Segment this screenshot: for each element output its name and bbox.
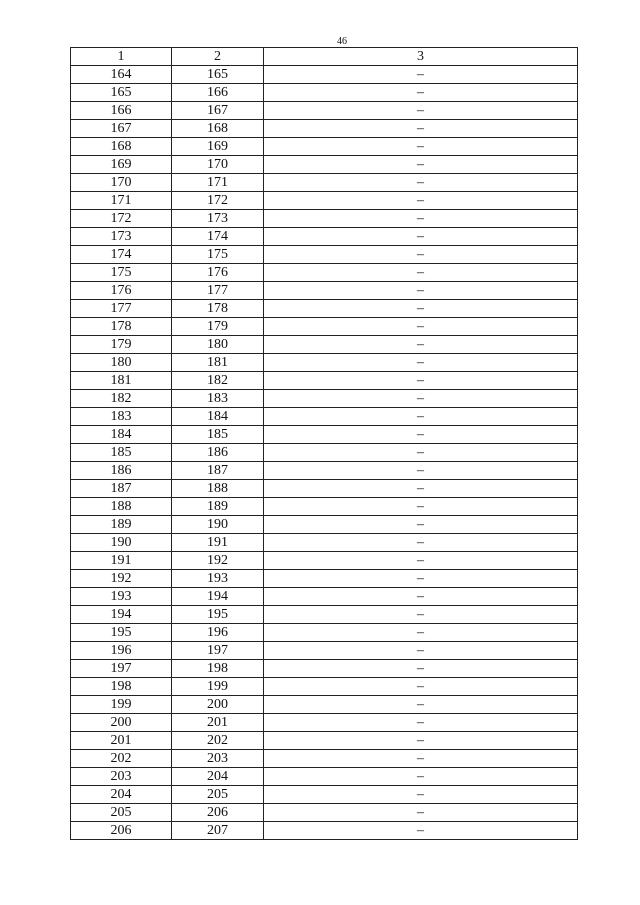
table-cell-col-2: 191 <box>172 534 264 552</box>
table-cell-col-3: – <box>264 336 578 354</box>
table-cell-col-1: 169 <box>71 156 172 174</box>
table-cell-col-3: – <box>264 624 578 642</box>
table-row <box>71 426 578 444</box>
table-row <box>71 660 578 678</box>
table-cell-col-3: – <box>264 120 578 138</box>
data-table <box>70 47 578 840</box>
table-cell-col-2: 172 <box>172 192 264 210</box>
table-cell-col-1: 179 <box>71 336 172 354</box>
table-cell-col-3: – <box>264 102 578 120</box>
table-row <box>71 516 578 534</box>
table-cell-col-3: – <box>264 678 578 696</box>
table-cell-col-1: 191 <box>71 552 172 570</box>
table-cell-col-2: 186 <box>172 444 264 462</box>
table-row <box>71 300 578 318</box>
table-cell-col-3: – <box>264 786 578 804</box>
table-row <box>71 84 578 102</box>
table-cell-col-1: 204 <box>71 786 172 804</box>
table-row <box>71 588 578 606</box>
table-row <box>71 822 578 840</box>
table-cell-col-1: 197 <box>71 660 172 678</box>
table-row <box>71 336 578 354</box>
table-row <box>71 786 578 804</box>
table-cell-col-1: 192 <box>71 570 172 588</box>
table-cell-col-2: 171 <box>172 174 264 192</box>
table-row <box>71 714 578 732</box>
table-cell-col-2: 199 <box>172 678 264 696</box>
table-cell-col-2: 185 <box>172 426 264 444</box>
table-cell-col-3: – <box>264 804 578 822</box>
table-row <box>71 408 578 426</box>
column-header-3: 3 <box>264 48 578 66</box>
table-cell-col-1: 178 <box>71 318 172 336</box>
table-cell-col-1: 185 <box>71 444 172 462</box>
table-cell-col-1: 188 <box>71 498 172 516</box>
table-cell-col-3: – <box>264 516 578 534</box>
table-cell-col-3: – <box>264 390 578 408</box>
table-cell-col-2: 193 <box>172 570 264 588</box>
table-row <box>71 66 578 84</box>
table-row <box>71 192 578 210</box>
table-cell-col-2: 182 <box>172 372 264 390</box>
table-cell-col-2: 190 <box>172 516 264 534</box>
table-cell-col-3: – <box>264 264 578 282</box>
table-cell-col-3: – <box>264 822 578 840</box>
table-row <box>71 138 578 156</box>
table-cell-col-3: – <box>264 408 578 426</box>
column-header-2: 2 <box>172 48 264 66</box>
table-cell-col-1: 206 <box>71 822 172 840</box>
table-cell-col-3: – <box>264 192 578 210</box>
table-cell-col-1: 164 <box>71 66 172 84</box>
table-cell-col-3: – <box>264 210 578 228</box>
table-cell-col-1: 170 <box>71 174 172 192</box>
table-cell-col-3: – <box>264 66 578 84</box>
table-cell-col-2: 198 <box>172 660 264 678</box>
table-row <box>71 372 578 390</box>
table-row <box>71 606 578 624</box>
table-cell-col-1: 189 <box>71 516 172 534</box>
table-cell-col-2: 174 <box>172 228 264 246</box>
column-header-1: 1 <box>71 48 172 66</box>
table-row <box>71 228 578 246</box>
table-cell-col-1: 173 <box>71 228 172 246</box>
table-cell-col-2: 183 <box>172 390 264 408</box>
table-cell-col-3: – <box>264 696 578 714</box>
table-cell-col-2: 200 <box>172 696 264 714</box>
table-cell-col-1: 202 <box>71 750 172 768</box>
table-cell-col-3: – <box>264 588 578 606</box>
table-row <box>71 534 578 552</box>
table-cell-col-3: – <box>264 462 578 480</box>
table-cell-col-3: – <box>264 318 578 336</box>
table-cell-col-3: – <box>264 228 578 246</box>
table-cell-col-1: 203 <box>71 768 172 786</box>
table-cell-col-3: – <box>264 480 578 498</box>
page-number: 46 <box>337 36 347 47</box>
table-cell-col-1: 183 <box>71 408 172 426</box>
table-cell-col-2: 170 <box>172 156 264 174</box>
table-row <box>71 210 578 228</box>
table-cell-col-2: 203 <box>172 750 264 768</box>
table-cell-col-1: 168 <box>71 138 172 156</box>
table-cell-col-2: 169 <box>172 138 264 156</box>
table-cell-col-2: 166 <box>172 84 264 102</box>
table-cell-col-1: 198 <box>71 678 172 696</box>
table-cell-col-2: 184 <box>172 408 264 426</box>
table-row <box>71 570 578 588</box>
table-cell-col-1: 205 <box>71 804 172 822</box>
table-cell-col-3: – <box>264 750 578 768</box>
table-row <box>71 282 578 300</box>
table-cell-col-1: 193 <box>71 588 172 606</box>
table-cell-col-2: 187 <box>172 462 264 480</box>
table-cell-col-3: – <box>264 570 578 588</box>
table-row <box>71 102 578 120</box>
table-row <box>71 390 578 408</box>
table-row <box>71 750 578 768</box>
table-cell-col-1: 176 <box>71 282 172 300</box>
table-cell-col-1: 199 <box>71 696 172 714</box>
table-cell-col-1: 196 <box>71 642 172 660</box>
table-row <box>71 678 578 696</box>
table-cell-col-2: 205 <box>172 786 264 804</box>
table-cell-col-1: 184 <box>71 426 172 444</box>
table-cell-col-2: 177 <box>172 282 264 300</box>
table-cell-col-1: 200 <box>71 714 172 732</box>
table-row <box>71 480 578 498</box>
table-cell-col-3: – <box>264 246 578 264</box>
table-cell-col-1: 187 <box>71 480 172 498</box>
table-row <box>71 120 578 138</box>
table-cell-col-3: – <box>264 660 578 678</box>
table-cell-col-3: – <box>264 444 578 462</box>
table-cell-col-3: – <box>264 768 578 786</box>
table-cell-col-2: 201 <box>172 714 264 732</box>
table-cell-col-1: 180 <box>71 354 172 372</box>
table-cell-col-2: 196 <box>172 624 264 642</box>
table-cell-col-1: 171 <box>71 192 172 210</box>
table-cell-col-3: – <box>264 174 578 192</box>
table-cell-col-3: – <box>264 498 578 516</box>
table-cell-col-2: 173 <box>172 210 264 228</box>
table-cell-col-3: – <box>264 372 578 390</box>
table-cell-col-3: – <box>264 534 578 552</box>
table-cell-col-1: 165 <box>71 84 172 102</box>
table-cell-col-3: – <box>264 714 578 732</box>
table-cell-col-1: 195 <box>71 624 172 642</box>
table-cell-col-1: 177 <box>71 300 172 318</box>
table-cell-col-1: 186 <box>71 462 172 480</box>
table-cell-col-2: 188 <box>172 480 264 498</box>
table-cell-col-1: 190 <box>71 534 172 552</box>
table-cell-col-3: – <box>264 282 578 300</box>
table-row <box>71 642 578 660</box>
table-row <box>71 156 578 174</box>
table-row <box>71 354 578 372</box>
table-cell-col-1: 166 <box>71 102 172 120</box>
table-row <box>71 624 578 642</box>
table-row <box>71 804 578 822</box>
table-cell-col-3: – <box>264 138 578 156</box>
table-cell-col-1: 167 <box>71 120 172 138</box>
table-cell-col-1: 175 <box>71 264 172 282</box>
table-row <box>71 552 578 570</box>
table-cell-col-2: 189 <box>172 498 264 516</box>
table-cell-col-3: – <box>264 426 578 444</box>
table-cell-col-1: 181 <box>71 372 172 390</box>
table-cell-col-1: 182 <box>71 390 172 408</box>
table-cell-col-2: 165 <box>172 66 264 84</box>
table-row <box>71 246 578 264</box>
table-row <box>71 444 578 462</box>
table-cell-col-3: – <box>264 732 578 750</box>
table-row <box>71 318 578 336</box>
table-cell-col-2: 176 <box>172 264 264 282</box>
table-cell-col-3: – <box>264 642 578 660</box>
table-body <box>71 66 578 840</box>
table-cell-col-2: 167 <box>172 102 264 120</box>
table-cell-col-3: – <box>264 300 578 318</box>
table-cell-col-2: 179 <box>172 318 264 336</box>
table-cell-col-2: 192 <box>172 552 264 570</box>
table-cell-col-2: 175 <box>172 246 264 264</box>
table-cell-col-3: – <box>264 606 578 624</box>
table-cell-col-1: 172 <box>71 210 172 228</box>
table-cell-col-3: – <box>264 156 578 174</box>
table-cell-col-1: 201 <box>71 732 172 750</box>
table-row <box>71 462 578 480</box>
table-cell-col-1: 174 <box>71 246 172 264</box>
table-row <box>71 696 578 714</box>
table-row <box>71 174 578 192</box>
table-cell-col-2: 180 <box>172 336 264 354</box>
table-cell-col-2: 181 <box>172 354 264 372</box>
table-cell-col-3: – <box>264 84 578 102</box>
table-cell-col-3: – <box>264 354 578 372</box>
table-cell-col-2: 197 <box>172 642 264 660</box>
table-cell-col-2: 206 <box>172 804 264 822</box>
table-cell-col-2: 204 <box>172 768 264 786</box>
table-cell-col-1: 194 <box>71 606 172 624</box>
table-cell-col-2: 207 <box>172 822 264 840</box>
table-cell-col-3: – <box>264 552 578 570</box>
table-row <box>71 264 578 282</box>
table-cell-col-2: 195 <box>172 606 264 624</box>
table-row <box>71 732 578 750</box>
table-cell-col-2: 202 <box>172 732 264 750</box>
table-cell-col-2: 178 <box>172 300 264 318</box>
table-cell-col-2: 194 <box>172 588 264 606</box>
table-row <box>71 498 578 516</box>
table-header-row <box>71 48 578 66</box>
table-cell-col-2: 168 <box>172 120 264 138</box>
table-row <box>71 768 578 786</box>
